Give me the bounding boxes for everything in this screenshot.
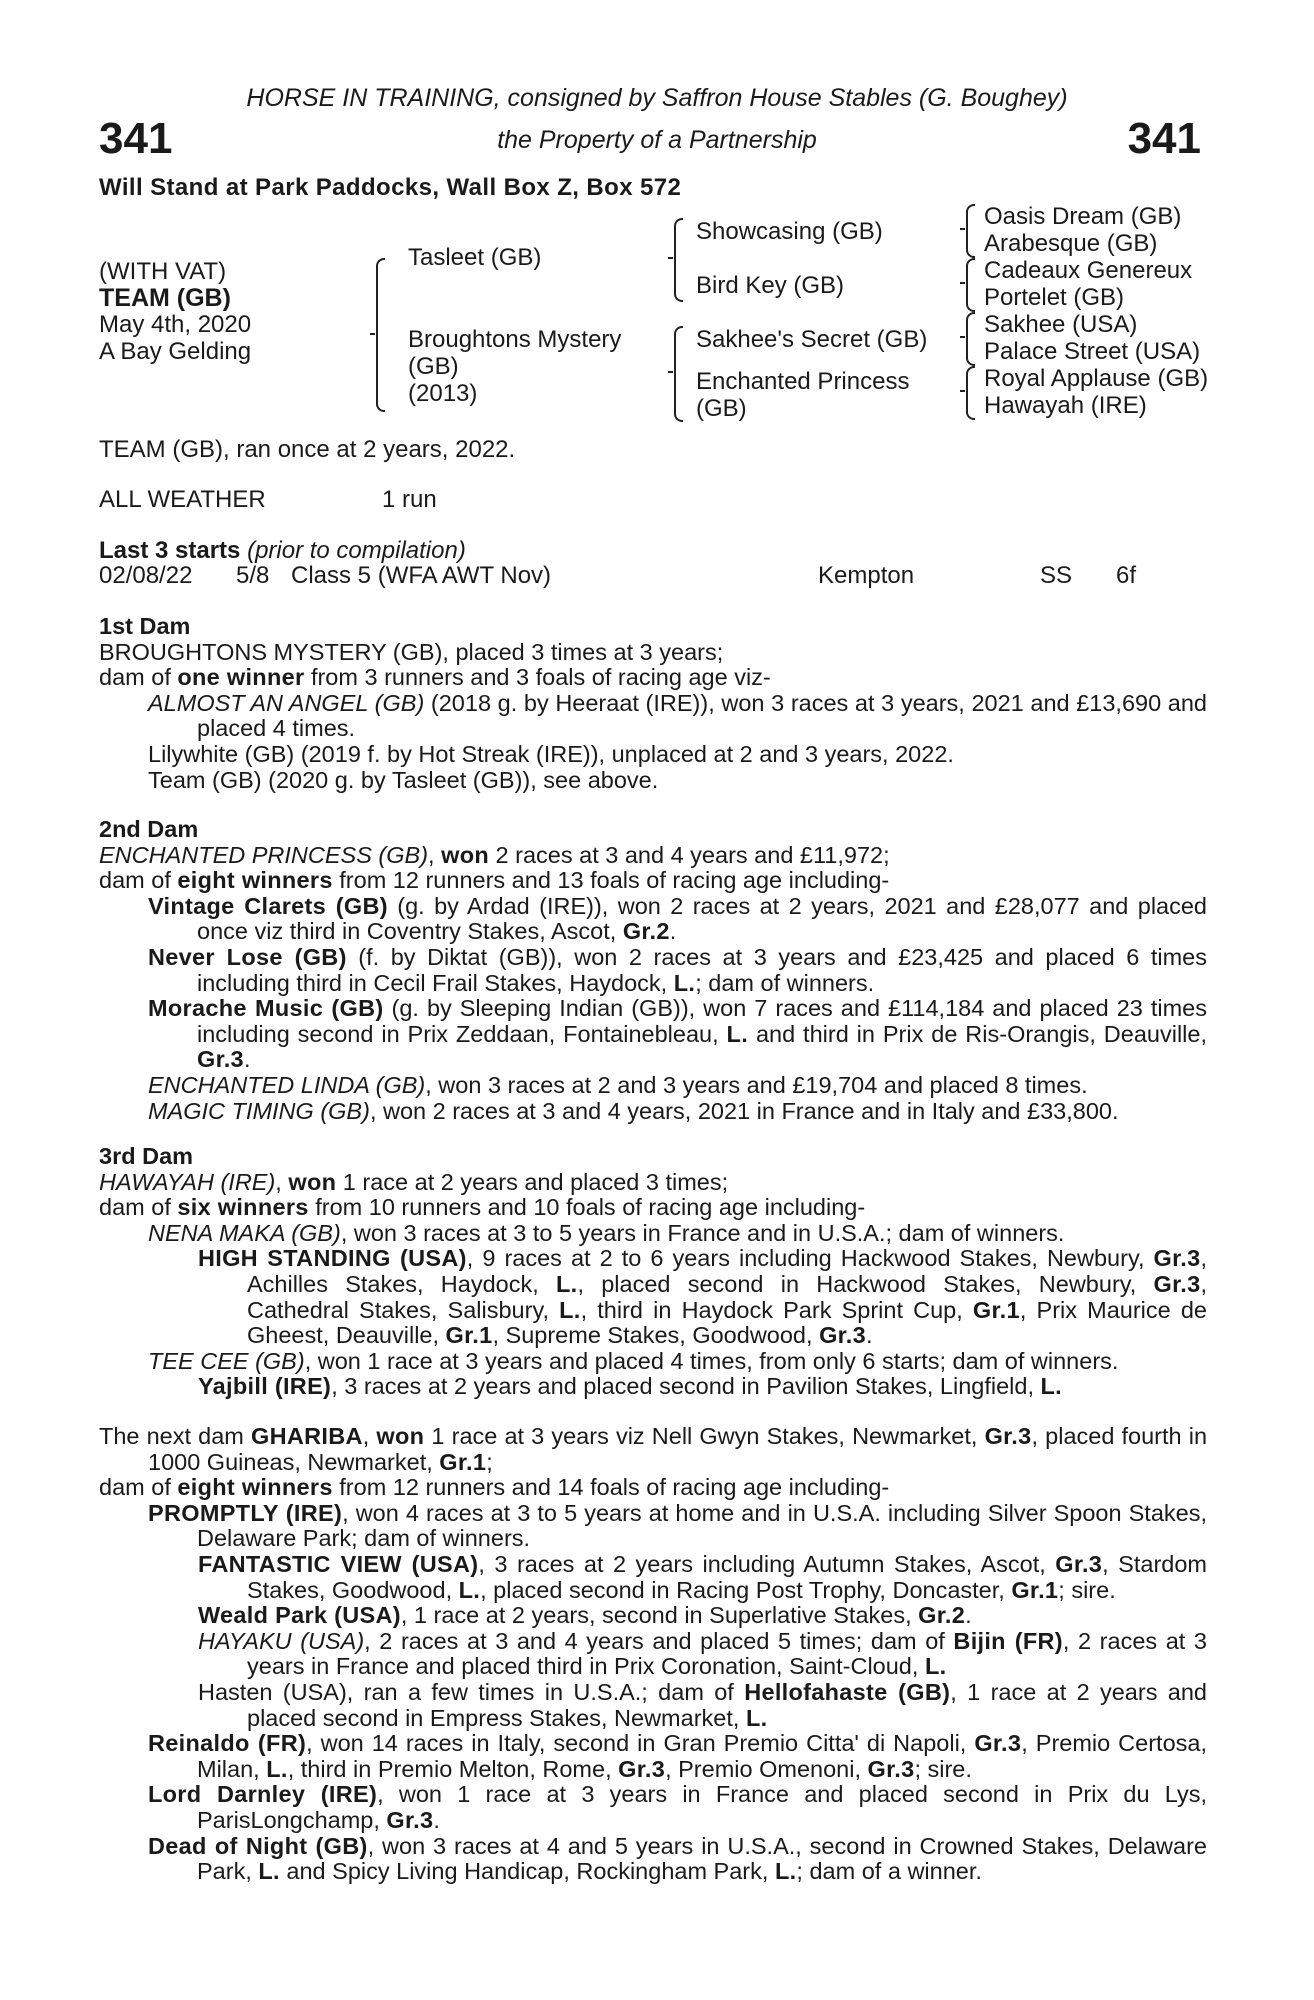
- horse-description: A Bay Gelding: [99, 338, 252, 365]
- start-distance: 6f: [1116, 562, 1137, 589]
- lot-number-right: 341: [1127, 114, 1201, 163]
- produce-item: HIGH STANDING (USA), 9 races at 2 to 6 years including Hackwood Stakes, Newbury, Gr.3, Achilles Stakes, Haydock, L., placed second in Hackwood Stakes, Newbury, Gr.3, Cathedral Stakes, Salisbury, L., third in Haydock Park Sprint Cup, Gr.1, Prix Maurice de Gheest, Deauville, Gr.1, Supreme Stakes, Goodwood, Gr.3.: [198, 1245, 1208, 1349]
- last-starts-title: Last 3 starts: [99, 537, 241, 564]
- produce-item: Weald Park (USA), 1 race at 2 years, second in Superlative Stakes, Gr.2.: [198, 1602, 972, 1629]
- dam-sire: Sakhee's Secret (GB): [696, 326, 928, 353]
- surface-runs: 1 run: [382, 486, 437, 513]
- surface-label: ALL WEATHER: [99, 486, 266, 513]
- gen4-6: Palace Street (USA): [984, 338, 1201, 365]
- start-position: 5/8: [236, 562, 270, 589]
- start-course: Kempton: [818, 562, 915, 589]
- second-dam-title: 2nd Dam: [99, 816, 199, 842]
- produce-item: Reinaldo (FR), won 14 races in Italy, second in Gran Premio Citta' di Napoli, Gr.3, Premio Certosa, Milan, L., third in Premio Melton, Rome, Gr.3, Premio Omenoni, Gr.3; sire.: [148, 1730, 1207, 1782]
- consignor-line: HORSE IN TRAINING, consigned by Saffron House Stables (G. Boughey): [246, 84, 1068, 112]
- gen4-4: Portelet (GB): [984, 284, 1125, 311]
- produce-item: ENCHANTED LINDA (GB), won 3 races at 2 and 3 years and £19,704 and placed 8 times.: [148, 1071, 1088, 1098]
- third-dam-section: [99, 1144, 1207, 1400]
- dam-dam-1: Enchanted Princess: [696, 368, 910, 395]
- race-summary: TEAM (GB), ran once at 2 years, 2022.: [99, 436, 516, 463]
- vat-label: (WITH VAT): [99, 258, 227, 285]
- produce-item: PROMPTLY (IRE), won 4 races at 3 to 5 years at home and in U.S.A. including Silver Spoon Stakes, Delaware Park; dam of winners.: [148, 1499, 1208, 1552]
- sire-sire: Showcasing (GB): [696, 218, 883, 245]
- last-starts-note: (prior to compilation): [247, 537, 466, 564]
- third-dam-line2: dam of six winners from 10 runners and 10 foals of racing age including-: [99, 1194, 866, 1221]
- start-date: 02/08/22: [99, 562, 193, 589]
- produce-item: Yajbill (IRE), 3 races at 2 years and placed second in Pavilion Stakes, Lingfield, L.: [198, 1373, 1063, 1400]
- start-race: Class 5 (WFA AWT Nov): [291, 562, 552, 589]
- produce-item: Morache Music (GB) (g. by Sleeping Indian (GB)), won 7 races and £114,184 and placed 23 times including second in Prix Zeddaan, Fontainebleau, L. and third in Prix de Ris-Orangis, Deauville, Gr.3.: [148, 995, 1207, 1073]
- produce-item: NENA MAKA (GB), won 3 races at 3 to 5 years in France and in U.S.A.; dam of winners.: [148, 1219, 1065, 1246]
- produce-item: Never Lose (GB) (f. by Diktat (GB)), won 2 races at 3 years and £23,425 and placed 6 times including third in Cecil Frail Stakes, Haydock, L.; dam of winners.: [148, 943, 1207, 996]
- horse-name: TEAM (GB): [99, 284, 231, 312]
- second-dam-section: [99, 817, 1207, 1124]
- second-dam-line1: ENCHANTED PRINCESS (GB), won 2 races at 3 and 4 years and £11,972;: [99, 841, 890, 868]
- dam-dam-2: (GB): [696, 395, 747, 422]
- produce-item: TEE CEE (GB), won 1 race at 3 years and placed 4 times, from only 6 starts; dam of winners.: [148, 1347, 1119, 1374]
- horse-dob: May 4th, 2020: [99, 311, 252, 338]
- stand-line: Will Stand at Park Paddocks, Wall Box Z, Box 572: [99, 174, 682, 201]
- first-dam-title: 1st Dam: [99, 613, 191, 639]
- produce-item: Lord Darnley (IRE), won 1 race at 3 years in France and placed second in Prix du Lys, ParisLongchamp, Gr.3.: [148, 1781, 1207, 1833]
- gen4-2: Arabesque (GB): [984, 230, 1158, 257]
- next-dam-section: [99, 1424, 1207, 1885]
- gen4-7: Royal Applause (GB): [984, 365, 1209, 392]
- produce-item: MAGIC TIMING (GB), won 2 races at 3 and 4 years, 2021 in France and in Italy and £33,800.: [148, 1097, 1119, 1124]
- produce-item: Team (GB) (2020 g. by Tasleet (GB)), see above.: [148, 766, 659, 793]
- dam-name-3: (2013): [408, 380, 478, 407]
- gen4-3: Cadeaux Genereux: [984, 257, 1193, 284]
- second-dam-line2: dam of eight winners from 12 runners and 13 foals of racing age including-: [99, 867, 890, 894]
- produce-item: Lilywhite (GB) (2019 f. by Hot Streak (IRE)), unplaced at 2 and 3 years, 2022.: [148, 740, 954, 767]
- gen4-1: Oasis Dream (GB): [984, 203, 1182, 230]
- dam-name-1: Broughtons Mystery: [408, 326, 622, 353]
- produce-item: FANTASTIC VIEW (USA), 3 races at 2 years including Autumn Stakes, Ascot, Gr.3, Stardom Stakes, Goodwood, L., placed second in Racing Post Trophy, Doncaster, Gr.1; sire.: [198, 1550, 1207, 1603]
- next-dam-line2: dam of eight winners from 12 runners and 14 foals of racing age including-: [99, 1474, 890, 1501]
- gen4-8: Hawayah (IRE): [984, 392, 1147, 419]
- last-starts-heading: [99, 537, 466, 565]
- third-dam-title: 3rd Dam: [99, 1143, 194, 1169]
- lot-number-left: 341: [99, 114, 173, 163]
- sire-dam: Bird Key (GB): [696, 272, 845, 299]
- produce-item: HAYAKU (USA), 2 races at 3 and 4 years and placed 5 times; dam of Bijin (FR), 2 races at 3 years in France and placed third in Prix Coronation, Saint-Cloud, L.: [198, 1627, 1207, 1680]
- produce-item: Vintage Clarets (GB) (g. by Ardad (IRE)), won 2 races at 2 years, 2021 and £28,077 and placed once viz third in Coventry Stakes, Ascot, Gr.2.: [148, 892, 1207, 945]
- first-dam-section: [99, 614, 1207, 793]
- third-dam-line1: HAWAYAH (IRE), won 1 race at 2 years and placed 3 times;: [99, 1168, 729, 1195]
- next-dam-line1: The next dam GHARIBA, won 1 race at 3 years viz Nell Gwyn Stakes, Newmarket, Gr.3, placed fourth in 1000 Guineas, Newmarket, Gr.1;: [99, 1423, 1208, 1475]
- produce-item: Dead of Night (GB), won 3 races at 4 and 5 years in U.S.A., second in Crowned Stakes, Delaware Park, L. and Spicy Living Handicap, Rockingham Park, L.; dam of a winner.: [148, 1832, 1207, 1885]
- first-dam-line1: BROUGHTONS MYSTERY (GB), placed 3 times at 3 years;: [99, 638, 724, 665]
- first-dam-line2: dam of one winner from 3 runners and 3 foals of racing age viz-: [99, 664, 771, 691]
- sire-name: Tasleet (GB): [408, 244, 542, 271]
- gen4-5: Sakhee (USA): [984, 311, 1138, 338]
- start-going: SS: [1040, 562, 1073, 589]
- dam-name-2: (GB): [408, 353, 459, 380]
- produce-item: Hasten (USA), ran a few times in U.S.A.; dam of Hellofahaste (GB), 1 race at 2 years and placed second in Empress Stakes, Newmarket, L.: [198, 1678, 1207, 1731]
- property-line: the Property of a Partnership: [497, 126, 817, 154]
- produce-item: ALMOST AN ANGEL (GB) (2018 g. by Heeraat (IRE)), won 3 races at 3 years, 2021 and £13,690 and placed 4 times.: [148, 689, 1207, 742]
